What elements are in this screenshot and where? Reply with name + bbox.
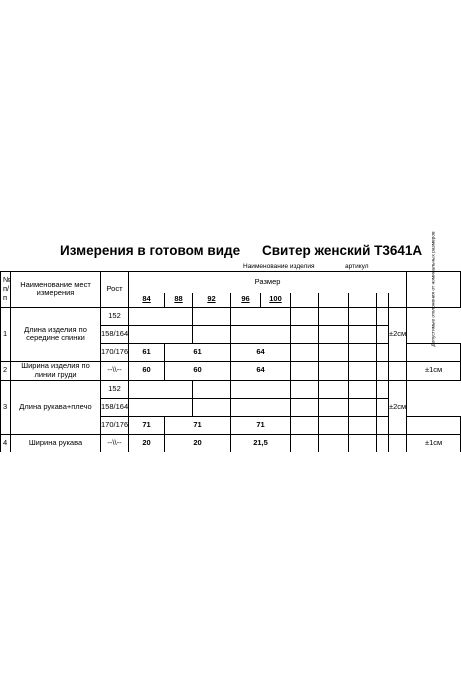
row-value: 21,5 — [231, 434, 291, 452]
table-row — [1, 434, 461, 452]
row-name: Длина рукава+плечо — [11, 380, 101, 434]
row-height: 158/164 — [101, 325, 129, 343]
row-num: 3 — [1, 380, 11, 434]
row-value: 71 — [129, 416, 165, 434]
row-height: 158/164 — [101, 398, 129, 416]
col-header-tolerance — [407, 231, 461, 347]
row-name: Ширина изделия по линии груди — [11, 361, 101, 380]
row-value: 61 — [165, 343, 231, 361]
row-tolerance: ±2см — [389, 307, 407, 361]
row-tolerance: ±1см — [407, 361, 461, 380]
col-header-size: Размер — [129, 272, 407, 293]
row-height: 152 — [101, 380, 129, 398]
row-height: 170/176 — [101, 343, 129, 361]
row-num: 1 — [1, 307, 11, 361]
row-value: 71 — [231, 416, 291, 434]
row-num: 2 — [1, 361, 11, 380]
row-value: 60 — [129, 361, 165, 380]
row-num: 4 — [1, 434, 11, 452]
row-value: 61 — [129, 343, 165, 361]
sheet-title: Измерения в готовом виде — [60, 243, 241, 258]
row-tolerance: ±1см — [407, 434, 461, 452]
table-header-row — [1, 272, 461, 293]
row-height: 152 — [101, 307, 129, 325]
row-value: 64 — [231, 343, 291, 361]
row-value: 64 — [231, 361, 291, 380]
product-name: Свитер женский Т3641А — [262, 243, 423, 258]
table-row — [1, 380, 461, 398]
size-100: 100 — [261, 293, 291, 308]
table-row — [1, 307, 461, 325]
tolerance-header-text: Допустимые отклонения от номинальных размеров — [430, 231, 436, 347]
col-header-name: Наименование мест измерения — [11, 272, 101, 308]
row-tolerance: ±2см — [389, 380, 407, 434]
row-value: 71 — [165, 416, 231, 434]
row-height: --\\-- — [101, 434, 129, 452]
row-value: 20 — [165, 434, 231, 452]
col-header-height: Рост — [101, 272, 129, 308]
size-96: 96 — [231, 293, 261, 308]
size-84: 84 — [129, 293, 165, 308]
row-height: 170/176 — [101, 416, 129, 434]
row-name: Длина изделия по середине спинки — [11, 307, 101, 361]
row-value: 20 — [129, 434, 165, 452]
row-value: 60 — [165, 361, 231, 380]
article-caption: артикул — [345, 263, 369, 270]
table-row — [1, 361, 461, 380]
size-88: 88 — [165, 293, 193, 308]
row-name: Ширина рукава — [11, 434, 101, 452]
row-height: --\\-- — [101, 361, 129, 380]
col-header-num: № п/п — [1, 272, 11, 308]
size-92: 92 — [193, 293, 231, 308]
product-name-caption: Наименование изделия — [243, 263, 315, 270]
